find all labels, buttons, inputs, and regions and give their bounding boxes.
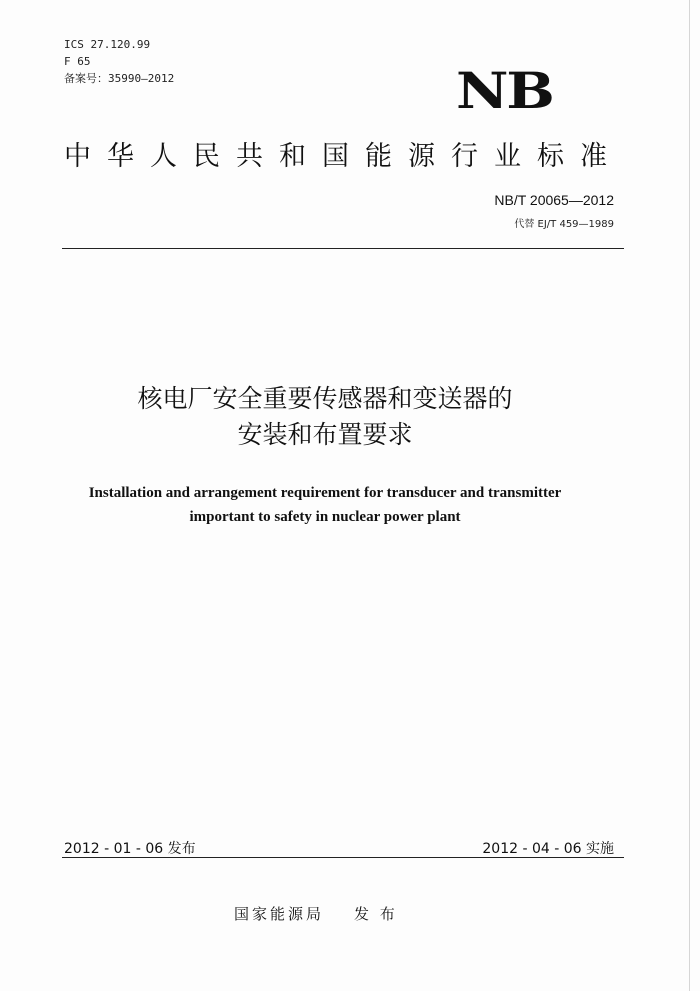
industry-standard-heading: 中华人民共和国能源行业标准 <box>64 141 623 172</box>
footer-divider <box>62 857 624 858</box>
header-divider <box>62 248 624 249</box>
ccs-code: F 65 <box>64 55 91 68</box>
chinese-title-line-2: 安装和布置要求 <box>237 420 413 449</box>
replaces-note: 代替 EJ/T 459—1989 <box>514 219 614 230</box>
nb-logo: NB <box>456 61 553 120</box>
publisher-action: 发 布 <box>354 905 398 923</box>
english-title-line-1: Installation and arrangement requirement for transducer and transmitter <box>88 485 562 501</box>
ics-code: ICS 27.120.99 <box>64 38 151 51</box>
chinese-title-line-1: 核电厂安全重要传感器和变送器的 <box>137 384 513 413</box>
publisher-org: 国家能源局 <box>234 905 325 923</box>
scan-edge-line <box>689 0 690 991</box>
issue-date: 2012 - 01 - 06 发布 <box>64 841 196 857</box>
chinese-title <box>0 381 650 453</box>
english-title <box>0 481 650 529</box>
classification-block <box>64 36 174 87</box>
implement-date: 2012 - 04 - 06 实施 <box>482 841 614 857</box>
record-number: 备案号：35990—2012 <box>64 72 175 85</box>
publisher-line <box>234 903 398 924</box>
standard-number: NB/T 20065—2012 <box>494 192 614 208</box>
english-title-line-2: important to safety in nuclear power plant <box>189 509 461 525</box>
